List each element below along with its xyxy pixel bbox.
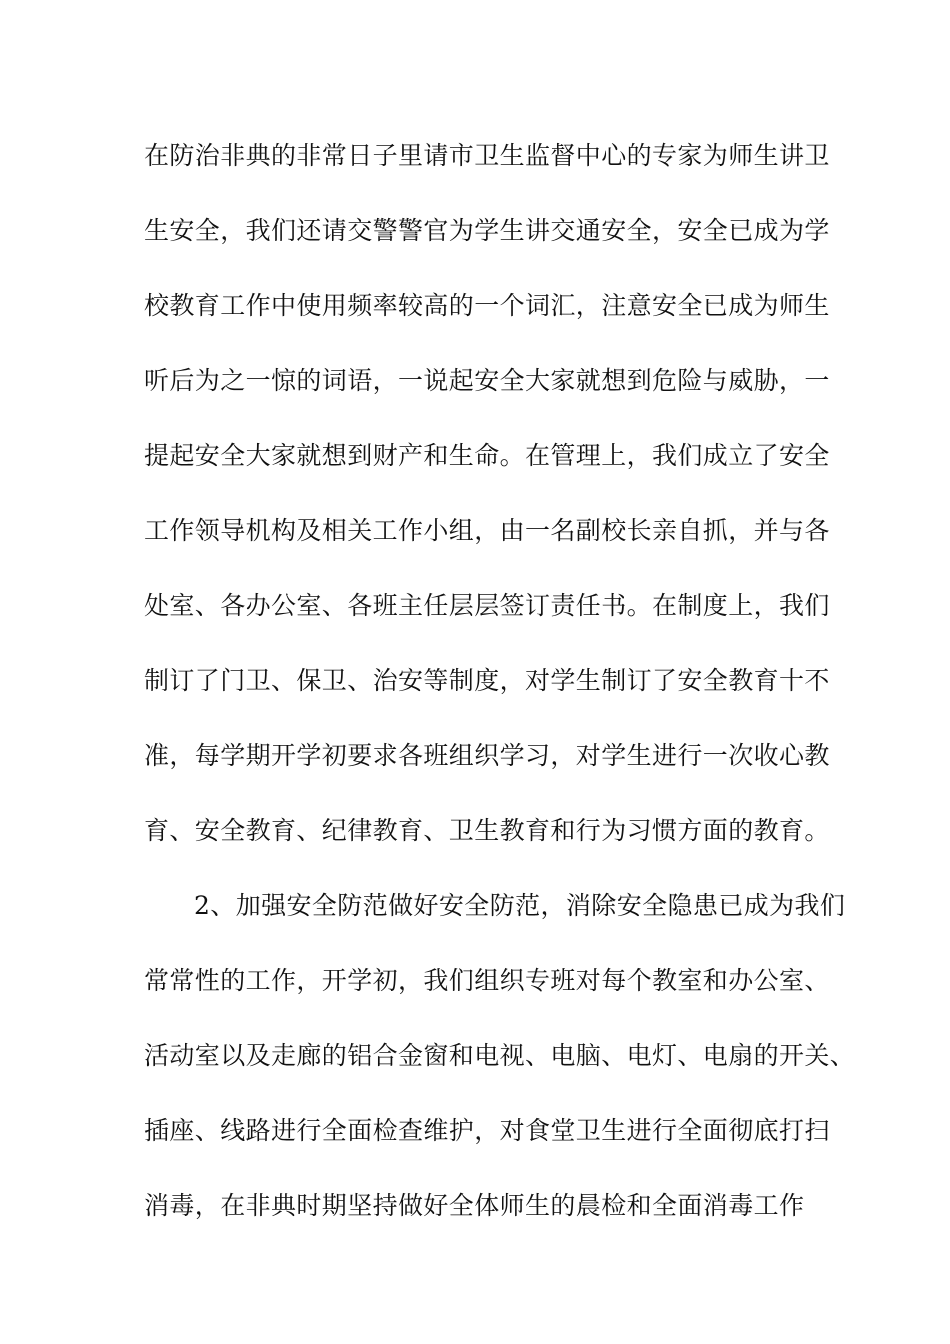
text-line-7: 处室、各办公室、各班主任层层签订责任书。在制度上，我们 <box>144 591 830 620</box>
text-line-6: 工作领导机构及相关工作小组，由一名副校长亲自抓，并与各 <box>144 516 830 545</box>
text-line-3: 校教育工作中使用频率较高的一个词汇，注意安全已成为师生 <box>144 291 830 320</box>
text-line-5: 提起安全大家就想到财产和生命。在管理上，我们成立了安全 <box>144 441 830 470</box>
text-line-13: 活动室以及走廊的铝合金窗和电视、电脑、电灯、电扇的开关、 <box>144 1041 856 1070</box>
text-line-8: 制订了门卫、保卫、治安等制度，对学生制订了安全教育十不 <box>144 666 830 695</box>
text-line-15: 消毒，在非典时期坚持做好全体师生的晨检和全面消毒工作 <box>144 1191 805 1220</box>
text-line-12: 常常性的工作，开学初，我们组织专班对每个教室和办公室、 <box>144 966 830 995</box>
body-text <box>144 133 864 1258</box>
text-line-4: 听后为之一惊的词语，一说起安全大家就想到危险与威胁，一 <box>144 366 830 395</box>
text-line-1: 在防治非典的非常日子里请市卫生监督中心的专家为师生讲卫 <box>144 141 830 170</box>
text-line-10: 育、安全教育、纪律教育、卫生教育和行为习惯方面的教育。 <box>144 816 830 845</box>
text-line-11: 2、加强安全防范做好安全防范，消除安全隐患已成为我们 <box>194 891 846 920</box>
text-line-9: 准，每学期开学初要求各班组织学习，对学生进行一次收心教 <box>144 741 830 770</box>
text-line-14: 插座、线路进行全面检查维护，对食堂卫生进行全面彻底打扫 <box>144 1116 830 1145</box>
text-line-2: 生安全，我们还请交警警官为学生讲交通安全，安全已成为学 <box>144 216 830 245</box>
